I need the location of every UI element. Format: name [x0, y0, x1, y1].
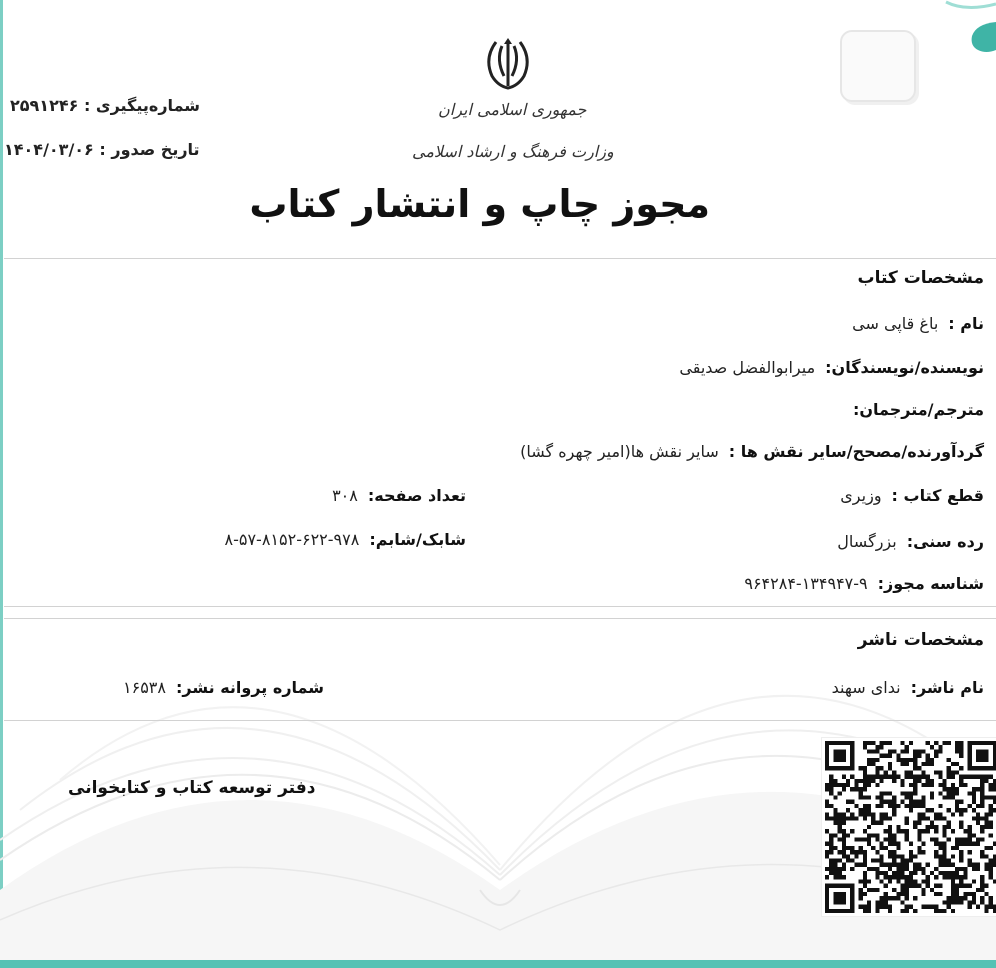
- age-value: بزرگسال: [837, 532, 897, 551]
- book-name-value: باغ قاپی سی: [852, 314, 939, 333]
- size-value: وزیری: [840, 486, 882, 505]
- issue-date: [4, 140, 200, 159]
- translator-label: مترجم/مترجمان:: [852, 400, 984, 419]
- divider: [4, 606, 996, 607]
- size-row: [840, 486, 984, 505]
- isbn-label: شابک/شابم:: [369, 530, 466, 549]
- pages-row: [332, 486, 466, 505]
- divider: [4, 258, 996, 259]
- age-label: رده سنی:: [906, 532, 984, 551]
- size-label: قطع کتاب :: [891, 486, 984, 505]
- ministry-name: وزارت فرهنگ و ارشاد اسلامی: [412, 142, 614, 161]
- issue-date-value: ۱۴۰۴/۰۳/۰۶: [4, 140, 94, 159]
- publisher-name-label: نام ناشر:: [910, 678, 984, 697]
- pages-label: تعداد صفحه:: [367, 486, 466, 505]
- country-name: جمهوری اسلامی ایران: [438, 100, 587, 119]
- app-overlay-icon: [840, 30, 916, 102]
- book-section-title: مشخصات کتاب: [857, 268, 984, 288]
- compiler-value: سایر نقش ها(امیر چهره گشا): [520, 442, 719, 461]
- issuing-office: دفتر توسعه کتاب و کتابخوانی: [68, 778, 316, 798]
- bottom-border: [0, 959, 996, 968]
- tracking-value: ۲۵۹۱۲۴۶: [10, 96, 79, 115]
- isbn-value: ۹۷۸-۶۲۲-۸۱۵۲-۵۷-۸: [224, 530, 360, 549]
- divider: [4, 720, 996, 721]
- publisher-name-value: ندای سهند: [831, 678, 901, 697]
- author-label: نویسنده/نویسندگان:: [825, 358, 984, 377]
- tracking-label: شماره‌پیگیری :: [83, 96, 201, 115]
- compiler-row: [520, 442, 984, 461]
- translator-row: [843, 400, 984, 419]
- book-name-row: [852, 314, 984, 333]
- license-row: [123, 678, 324, 697]
- author-row: [679, 358, 984, 377]
- pages-value: ۳۰۸: [332, 486, 358, 505]
- page-title: مجوز چاپ و انتشار کتاب: [249, 182, 710, 226]
- corner-ornament-icon: [926, 0, 996, 60]
- tracking-number: [10, 96, 200, 115]
- license-label: شماره پروانه نشر:: [175, 678, 324, 697]
- permit-id-label: شناسه مجوز:: [877, 574, 984, 593]
- issue-date-label: تاریخ صدور :: [99, 140, 200, 159]
- publisher-section-title: مشخصات ناشر: [857, 630, 984, 650]
- iran-emblem-icon: [478, 36, 538, 92]
- publisher-name-row: [832, 678, 984, 697]
- license-value: ۱۶۵۳۸: [123, 678, 166, 697]
- qr-code[interactable]: [822, 738, 996, 916]
- author-value: میرابوالفضل صدیقی: [679, 358, 816, 377]
- book-name-label: نام :: [948, 314, 984, 333]
- age-row: [837, 532, 984, 551]
- divider: [4, 618, 996, 619]
- isbn-row: [224, 530, 466, 549]
- compiler-label: گردآورنده/مصحح/سایر نقش ها :: [728, 442, 984, 461]
- permit-id-row: [744, 574, 984, 593]
- permit-id-value: ۹-۱۳۴۹۴۷-۹۶۴۲۸۴: [744, 574, 868, 593]
